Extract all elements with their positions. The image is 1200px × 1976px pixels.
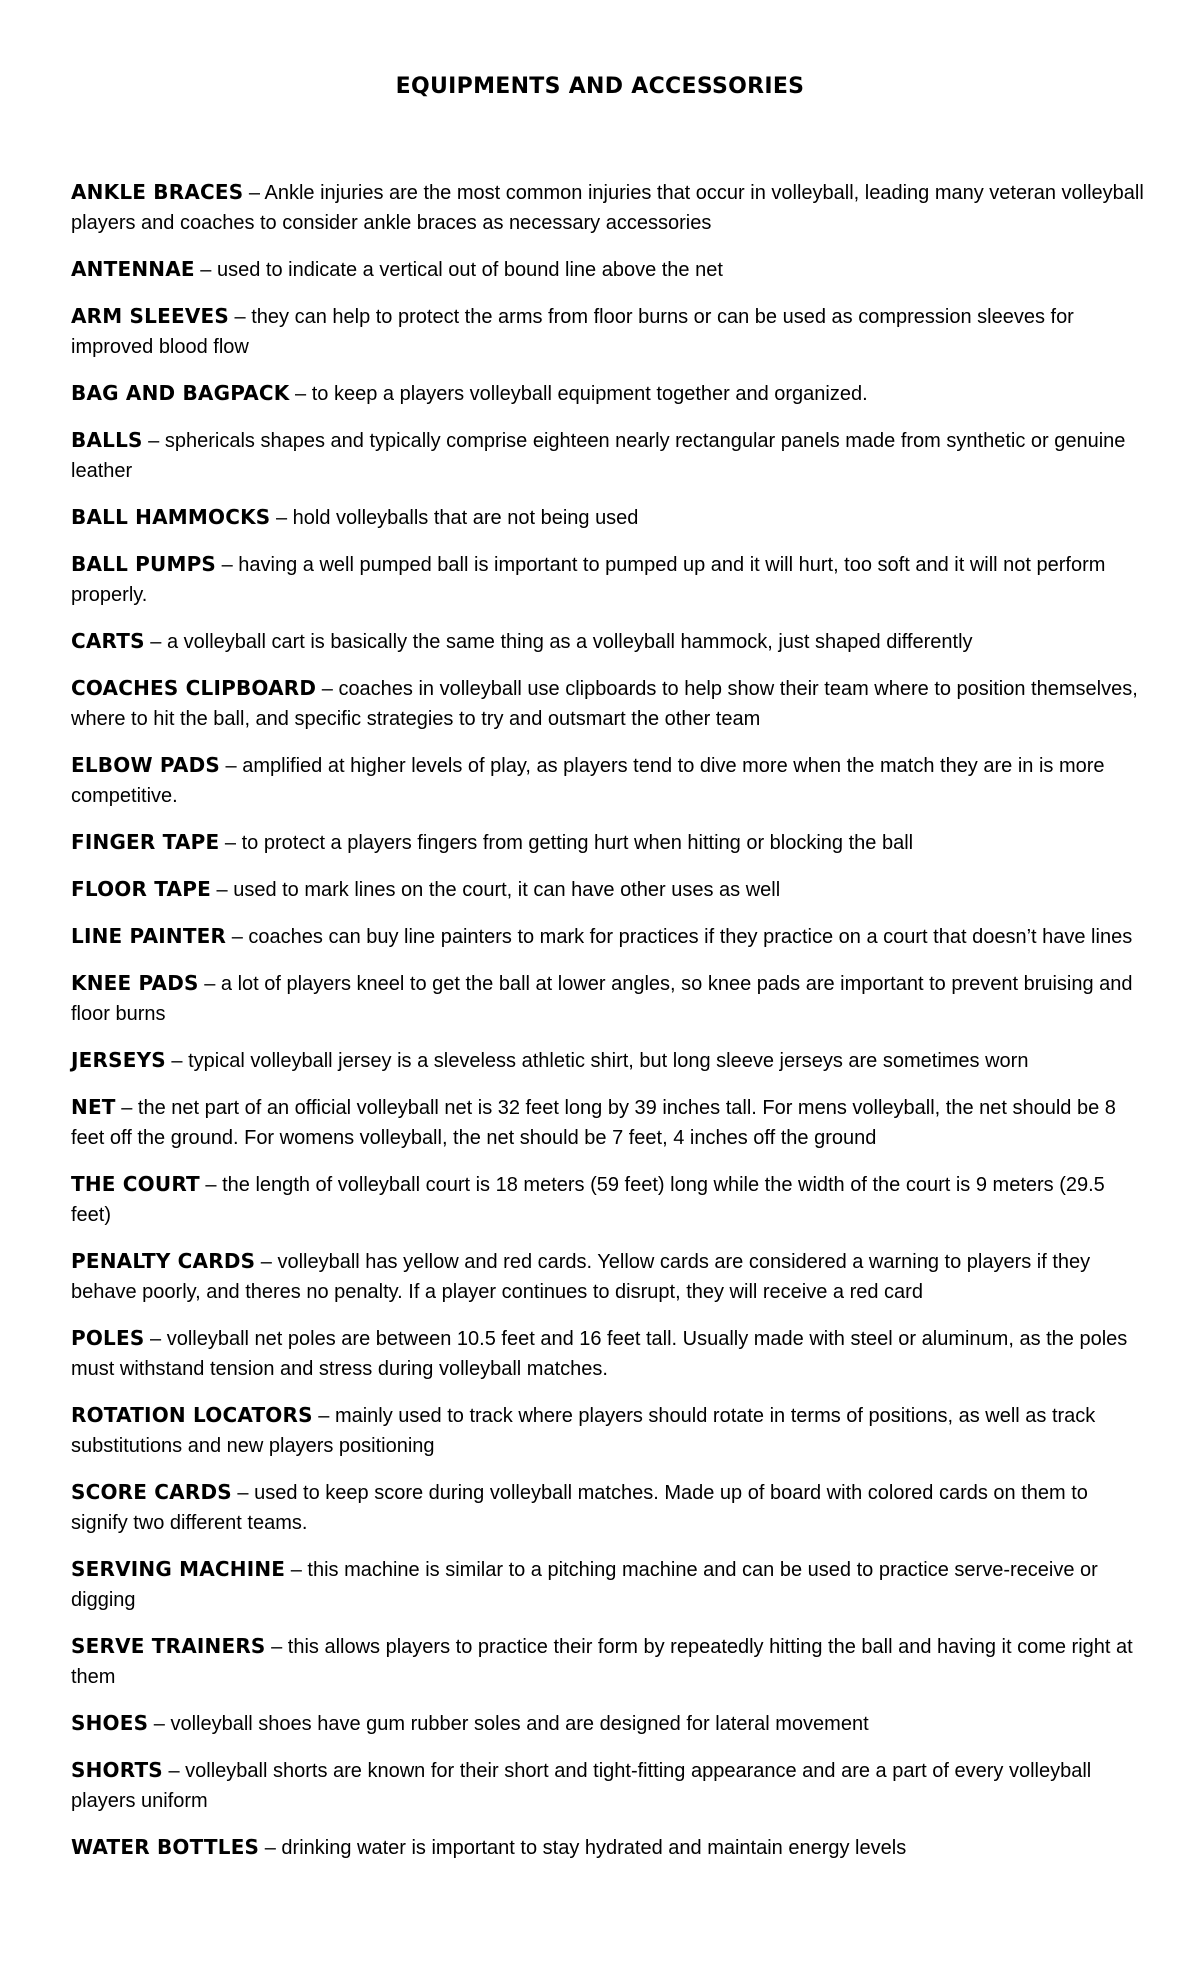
entry-description: coaches can buy line painters to mark for practices if they practice on a court that doesn’t have lines [248, 926, 1133, 948]
entry-list [71, 177, 1146, 1879]
entry-term: KNEE PADS [71, 971, 199, 995]
entry-separator: – [216, 554, 239, 576]
list-item [71, 921, 1146, 952]
entry-description: volleyball shoes have gum rubber soles and are designed for lateral movement [170, 1713, 869, 1735]
list-item [71, 1708, 1146, 1739]
entry-description: having a well pumped ball is important to pumped up and it will hurt, too soft and it will not perform properly. [71, 554, 1106, 606]
list-item [71, 378, 1146, 409]
entry-term: ANTENNAE [71, 257, 195, 281]
entry-description: used to keep score during volleyball matches. Made up of board with colored cards on them to signify two different teams. [71, 1482, 1088, 1534]
entry-description: this allows players to practice their form by repeatedly hitting the ball and having it come right at them [71, 1636, 1133, 1688]
list-item [71, 1246, 1146, 1307]
list-item [71, 750, 1146, 811]
entry-description: volleyball shorts are known for their short and tight-fitting appearance and are a part of every volleyball players uniform [71, 1760, 1092, 1812]
entry-separator: – [265, 1636, 288, 1658]
entry-separator: – [289, 383, 312, 405]
list-item [71, 1400, 1146, 1461]
entry-description: volleyball has yellow and red cards. Yellow cards are considered a warning to players if they behave poorly, and theres no penalty. If a player continues to disrupt, they will receive a red card [71, 1251, 1091, 1303]
list-item [71, 1092, 1146, 1153]
list-item [71, 1169, 1146, 1230]
entry-term: ELBOW PADS [71, 753, 220, 777]
list-item [71, 177, 1146, 238]
entry-separator: – [219, 755, 243, 777]
list-item [71, 1755, 1146, 1816]
entry-separator: – [226, 926, 249, 948]
entry-description: the net part of an official volleyball net is 32 feet long by 39 inches tall. For mens volleyball, the net should be 8 feet off the ground. For womens volleyball, the net should be 7 feet, 4 inches off the ground [71, 1097, 1116, 1149]
list-item [71, 673, 1146, 734]
entry-separator: – [144, 631, 167, 653]
entry-term: LINE PAINTER [71, 924, 227, 948]
entry-term: BALLS [71, 428, 143, 452]
entry-term: COACHES CLIPBOARD [71, 676, 317, 700]
entry-description: used to mark lines on the court, it can have other uses as well [233, 879, 781, 901]
list-item [71, 827, 1146, 858]
entry-separator: – [316, 678, 339, 700]
entry-term: SHOES [71, 1711, 149, 1735]
entry-separator: – [243, 182, 265, 204]
list-item [71, 1323, 1146, 1384]
entry-description: Ankle injuries are the most common injuries that occur in volleyball, leading many veteran volleyball players and coaches to consider ankle braces as necessary accessories [71, 182, 1144, 234]
entry-separator: – [219, 832, 242, 854]
entry-separator: – [270, 507, 293, 529]
list-item [71, 1477, 1146, 1538]
list-item [71, 1045, 1146, 1076]
entry-description: a lot of players kneel to get the ball at lower angles, so knee pads are important to prevent bruising and floor burns [71, 973, 1133, 1025]
entry-separator: – [312, 1405, 335, 1427]
list-item [71, 1631, 1146, 1692]
entry-description: typical volleyball jersey is a sleveless athletic shirt, but long sleeve jerseys are sometimes worn [188, 1050, 1029, 1072]
entry-separator: – [228, 306, 252, 328]
entry-term: JERSEYS [71, 1048, 166, 1072]
entry-description: sphericals shapes and typically comprise eighteen nearly rectangular panels made from synthetic or genuine leather [71, 430, 1126, 482]
entry-term: THE COURT [71, 1172, 200, 1196]
entry-description: drinking water is important to stay hydrated and maintain energy levels [281, 1837, 907, 1859]
entry-separator: – [144, 1328, 167, 1350]
list-item [71, 626, 1146, 657]
entry-term: BALL PUMPS [71, 552, 217, 576]
entry-description: coaches in volleyball use clipboards to help show their team where to position themselves, where to hit the ball, and specific strategies to try and outsmart the other team [71, 678, 1138, 730]
entry-term: ROTATION LOCATORS [71, 1403, 313, 1427]
entry-description: the length of volleyball court is 18 meters (59 feet) long while the width of the court is 9 meters (29.5 feet) [71, 1174, 1105, 1226]
entry-term: WATER BOTTLES [71, 1835, 260, 1859]
entry-term: CARTS [71, 629, 145, 653]
entry-term: SHORTS [71, 1758, 163, 1782]
entry-description: volleyball net poles are between 10.5 feet and 16 feet tall. Usually made with steel or aluminum, as the poles must withstand tension and stress during volleyball matches. [71, 1328, 1128, 1380]
entry-separator: – [142, 430, 165, 452]
entry-term: POLES [71, 1326, 145, 1350]
entry-term: SCORE CARDS [71, 1480, 232, 1504]
list-item [71, 254, 1146, 285]
entry-term: PENALTY CARDS [71, 1249, 256, 1273]
entry-separator: – [198, 973, 221, 995]
entry-term: FLOOR TAPE [71, 877, 211, 901]
entry-term: FINGER TAPE [71, 830, 220, 854]
list-item [71, 968, 1146, 1029]
entry-description: used to indicate a vertical out of bound line above the net [217, 259, 723, 281]
list-item [71, 502, 1146, 533]
entry-term: NET [71, 1095, 116, 1119]
entry-term: ANKLE BRACES [71, 180, 244, 204]
entry-description: to protect a players fingers from getting hurt when hitting or blocking the ball [241, 832, 914, 854]
entry-description: they can help to protect the arms from floor burns or can be used as compression sleeves for improved blood flow [71, 306, 1074, 358]
entry-separator: – [255, 1251, 278, 1273]
list-item [71, 425, 1146, 486]
entry-description: to keep a players volleyball equipment together and organized. [311, 383, 868, 405]
entry-separator: – [165, 1050, 189, 1072]
entry-description: mainly used to track where players should rotate in terms of positions, as well as track substitutions and new players positioning [71, 1405, 1096, 1457]
entry-term: SERVE TRAINERS [71, 1634, 266, 1658]
list-item [71, 1832, 1146, 1863]
list-item [71, 1554, 1146, 1615]
entry-separator: – [285, 1559, 308, 1581]
entry-separator: – [259, 1837, 282, 1859]
page-title: EQUIPMENTS AND ACCESSORIES [395, 74, 805, 99]
entry-term: BALL HAMMOCKS [71, 505, 271, 529]
list-item [71, 301, 1146, 362]
entry-term: SERVING MACHINE [71, 1557, 286, 1581]
list-item [71, 874, 1146, 905]
entry-description: hold volleyballs that are not being used [292, 507, 639, 529]
entry-separator: – [194, 259, 217, 281]
entry-separator: – [231, 1482, 255, 1504]
list-item [71, 549, 1146, 610]
entry-separator: – [210, 879, 234, 901]
entry-separator: – [162, 1760, 186, 1782]
entry-separator: – [199, 1174, 223, 1196]
entry-description: a volleyball cart is basically the same thing as a volleyball hammock, just shaped differently [166, 631, 973, 653]
entry-description: amplified at higher levels of play, as players tend to dive more when the match they are in is more competitive. [71, 755, 1105, 807]
entry-separator: – [115, 1097, 138, 1119]
entry-description: this machine is similar to a pitching machine and can be used to practice serve-receive or digging [71, 1559, 1098, 1611]
entry-term: ARM SLEEVES [71, 304, 229, 328]
entry-term: BAG AND BAGPACK [71, 381, 290, 405]
entry-separator: – [148, 1713, 171, 1735]
